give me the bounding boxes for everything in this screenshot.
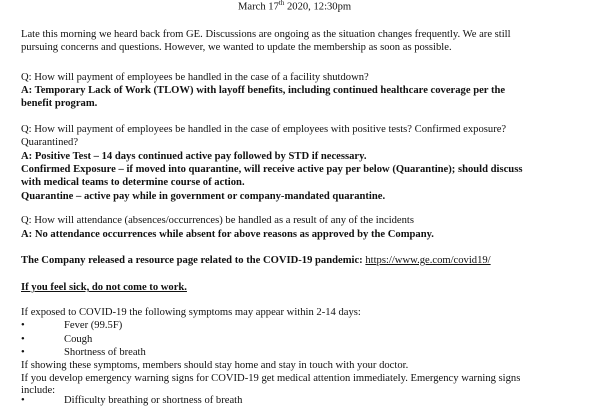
answer-2-quarantine: Quarantine – active pay while in government or company-mandated quarantine. bbox=[21, 191, 386, 202]
intro-line-1: Late this morning we heard back from GE. Discussions are ongoing as the situation changes frequently. We are still bbox=[21, 29, 511, 40]
symptom-fever: Fever (99.5F) bbox=[64, 320, 123, 331]
intro-line-2: pursuing concerns and questions. However, we wanted to update the membership as soon as possible. bbox=[21, 42, 452, 53]
resource-text: The Company released a resource page related to the COVID-19 pandemic: bbox=[21, 255, 366, 266]
advice-line-2: If you develop emergency warning signs for COVID-19 get medical attention immediately. Emergency warning signs bbox=[21, 373, 521, 384]
date-line: March 17th 2020, 12:30pm bbox=[238, 0, 352, 13]
resource-line bbox=[21, 254, 491, 267]
question-1: Q: How will payment of employees be handled in the case of a facility shutdown? bbox=[21, 72, 369, 83]
question-3: Q: How will attendance (absences/occurrences) be handled as a result of any of the incidents bbox=[21, 215, 414, 226]
advice-line-3: include: bbox=[21, 385, 56, 396]
answer-2-positive-test: A: Positive Test – 14 days continued active pay followed by STD if necessary. bbox=[21, 151, 367, 162]
answer-2-medical-teams: with medical teams to determine course of action. bbox=[21, 177, 245, 188]
bullet-icon: • bbox=[21, 320, 25, 331]
bullet-icon: • bbox=[21, 395, 25, 406]
warning-sign-item: Difficulty breathing or shortness of breath bbox=[64, 395, 243, 406]
question-2-line-2: Quarantined? bbox=[21, 137, 79, 148]
symptoms-intro: If exposed to COVID-19 the following symptoms may appear within 2-14 days: bbox=[21, 307, 361, 318]
bullet-icon: • bbox=[21, 334, 25, 345]
answer-1-line-2: benefit program. bbox=[21, 98, 98, 109]
answer-3: A: No attendance occurrences while absent for above reasons as approved by the Company. bbox=[21, 229, 434, 240]
covid19-resource-link[interactable]: https://www.ge.com/covid19/ bbox=[365, 255, 491, 266]
question-2-line-1: Q: How will payment of employees be handled in the case of employees with positive tests? Confirmed exposure? bbox=[21, 124, 507, 135]
symptom-shortness-of-breath: Shortness of breath bbox=[64, 347, 146, 358]
answer-1-line-1: A: Temporary Lack of Work (TLOW) with layoff benefits, including continued healthcare coverage per the bbox=[21, 85, 506, 96]
symptom-cough: Cough bbox=[64, 334, 93, 345]
bullet-icon: • bbox=[21, 347, 25, 358]
sick-heading: If you feel sick, do not come to work. bbox=[21, 282, 187, 293]
advice-line-1: If showing these symptoms, members should stay home and stay in touch with your doctor. bbox=[21, 360, 409, 371]
answer-2-confirmed-exposure: Confirmed Exposure – if moved into quarantine, will receive active pay per below (Quarantine); should discuss bbox=[21, 164, 523, 175]
